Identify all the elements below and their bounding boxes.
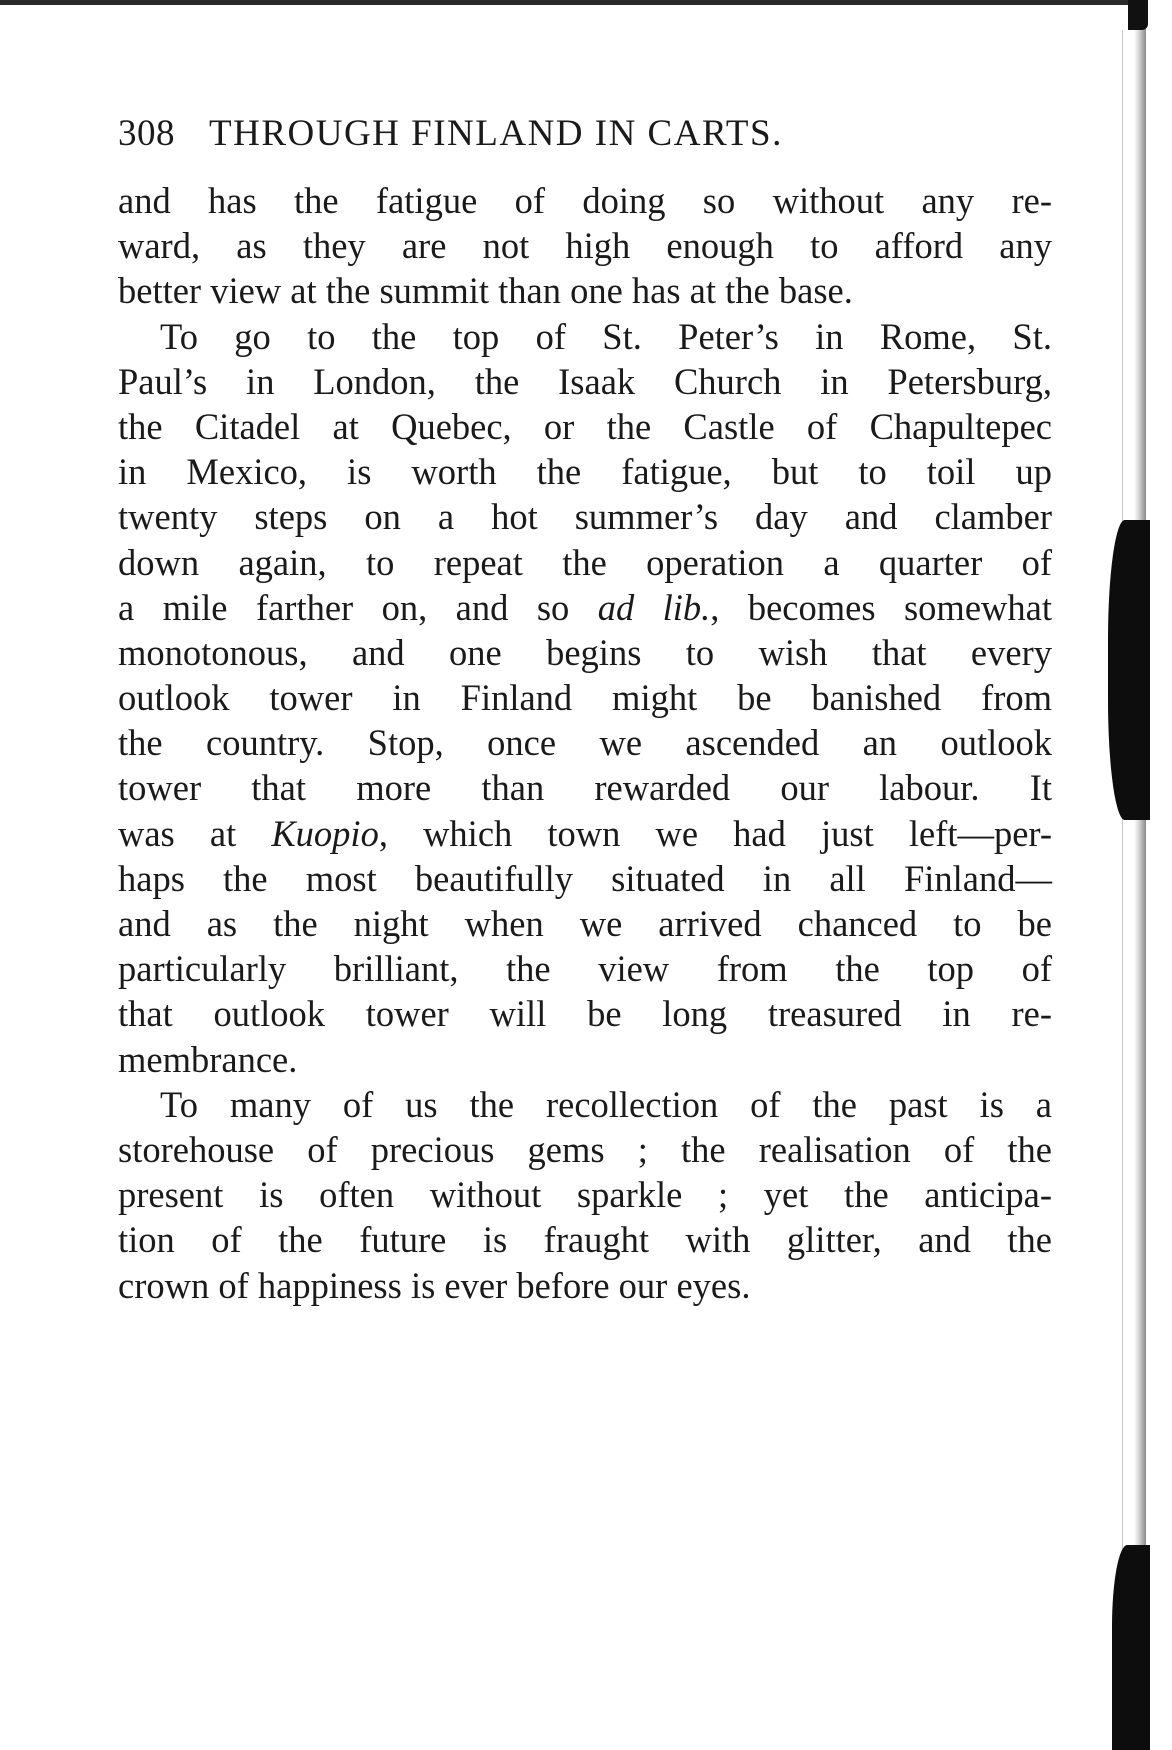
page-binding-edge	[1134, 0, 1146, 1750]
text-line: membrance.	[118, 1038, 298, 1080]
binding-shadow-middle	[1108, 520, 1150, 820]
scan-top-edge	[0, 0, 1130, 5]
text-line: crown of happiness is ever before our eyes.	[118, 1264, 751, 1306]
text-line: particularly brilliant, the view from the top of	[118, 948, 1052, 990]
italic-latin-phrase: ad lib.	[597, 586, 711, 628]
binding-shadow-bottom	[1112, 1545, 1150, 1750]
text-segment: , which town we had just left—per-	[378, 812, 1052, 854]
text-line	[118, 585, 1052, 630]
text-line: ward, as they are not high enough to afford any	[118, 225, 1052, 267]
text-line: in Mexico, is worth the fatigue, but to toil up	[118, 451, 1052, 493]
text-line: and has the fatigue of doing so without any re-	[118, 180, 1052, 221]
binding-shadow-top	[1128, 0, 1148, 30]
text-line	[118, 811, 1052, 856]
text-line: outlook tower in Finland might be banished from	[118, 677, 1052, 719]
text-line: tion of the future is fraught with glitter, and the	[118, 1219, 1052, 1261]
text-line: the Citadel at Quebec, or the Castle of Chapultepec	[118, 405, 1052, 447]
text-line: To go to the top of St. Peter’s in Rome, St.	[160, 315, 1052, 357]
text-line: To many of us the recollection of the past is a	[160, 1083, 1052, 1125]
text-line: Paul’s in London, the Isaak Church in Petersburg,	[118, 360, 1052, 402]
running-title: THROUGH FINLAND IN CARTS.	[209, 113, 783, 154]
text-line: storehouse of precious gems ; the realisation of the	[118, 1128, 1052, 1170]
text-line: monotonous, and one begins to wish that every	[118, 631, 1052, 673]
text-line: down again, to repeat the operation a quarter of	[118, 541, 1052, 583]
text-line: twenty steps on a hot summer’s day and clamber	[118, 496, 1052, 538]
text-line: better view at the summit than one has at the base.	[118, 270, 853, 312]
text-line: the country. Stop, once we ascended an outlook	[118, 722, 1052, 764]
italic-place-name: Kuopio	[271, 812, 379, 854]
text-line: and as the night when we arrived chanced to be	[118, 903, 1052, 944]
text-line: tower that more than rewarded our labour. It	[118, 767, 1052, 809]
text-segment: was at	[118, 812, 272, 854]
page-number: 308	[118, 113, 175, 154]
running-head	[118, 112, 938, 164]
text-line: haps the most beautifully situated in all Finland—	[118, 857, 1052, 899]
page-edge-line	[1122, 30, 1123, 1730]
text-segment: a mile farther on, and so	[118, 586, 598, 628]
text-line: that outlook tower will be long treasured in re-	[118, 993, 1052, 1035]
body-text	[118, 178, 1052, 1308]
text-line: present is often without sparkle ; yet the anticipa-	[118, 1174, 1052, 1216]
text-segment: , becomes somewhat	[710, 586, 1052, 628]
